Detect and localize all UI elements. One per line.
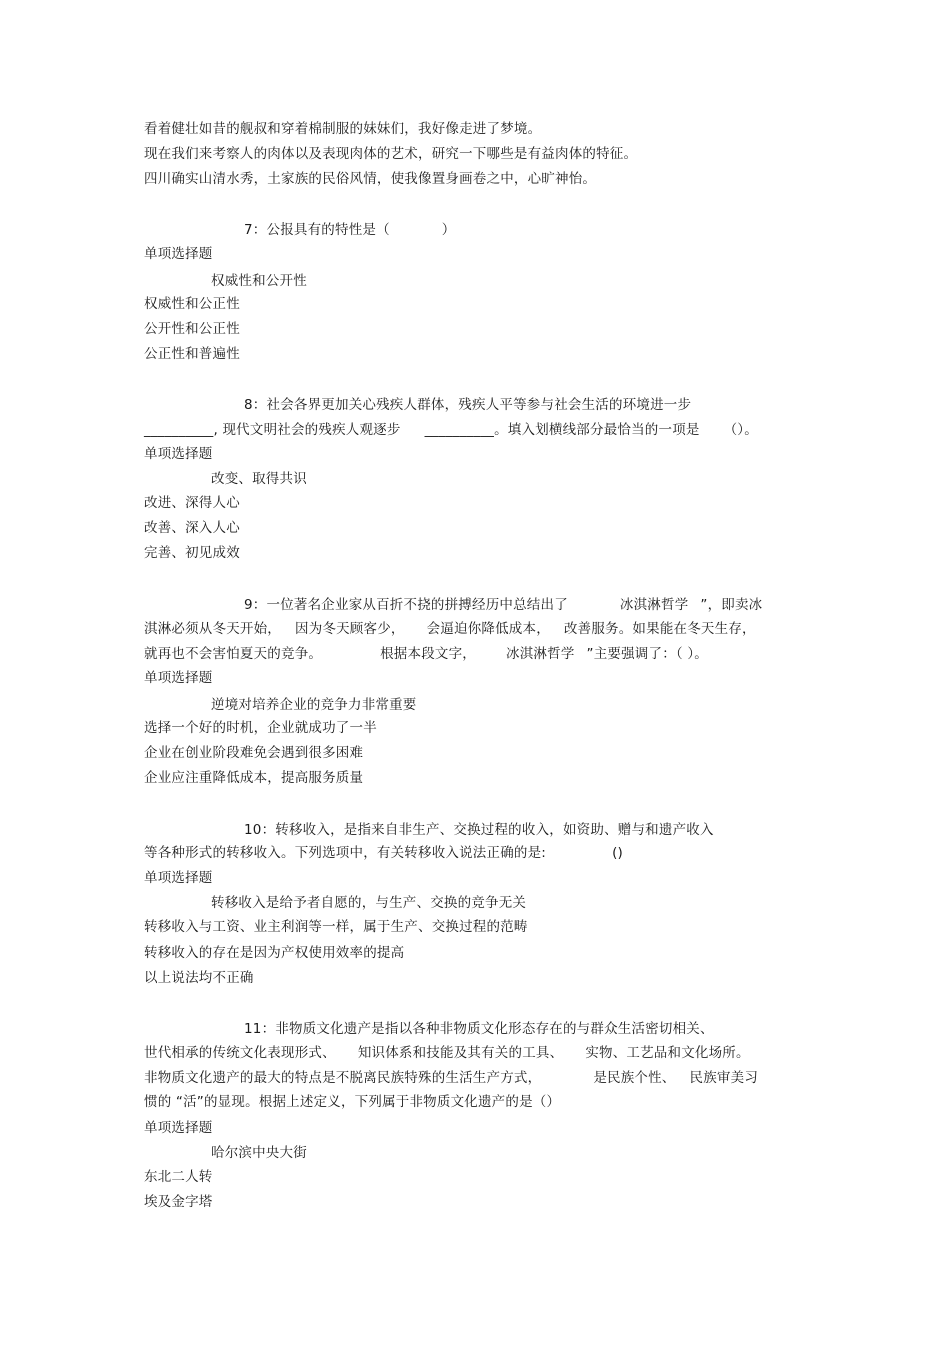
question-10-paren: (): [612, 845, 623, 861]
question-9-text-2d: 改善服务。如果能在冬天生存，: [563, 621, 756, 637]
question-9-text-1b: 冰淇淋哲学: [619, 597, 689, 613]
question-9-text-3d: ”主要强调了：（ ）。: [586, 646, 709, 662]
question-9-text-2a: 淇淋必须从冬天开始，: [144, 621, 281, 637]
question-9-text-3b: 根据本段文字，: [380, 646, 477, 662]
question-11-text-2a: 世代相承的传统文化表现形式、: [144, 1045, 336, 1061]
question-11-option-b: 东北二人转: [144, 1169, 213, 1185]
question-11-text-3b: 是民族个性、: [593, 1070, 676, 1086]
question-11-option-a: 哈尔滨中央大街: [211, 1145, 307, 1161]
question-11-option-c: 埃及金字塔: [144, 1194, 213, 1210]
question-7-option-b: 权威性和公正性: [144, 296, 240, 312]
question-8-option-a: 改变、取得共识: [211, 471, 307, 487]
intro-line-1: 看着健壮如昔的舰叔和穿着棉制服的妹妹们，我好像走进了梦境。: [144, 121, 542, 137]
question-9-text-2c: 会逼迫你降低成本，: [426, 621, 550, 637]
question-7-option-a: 权威性和公开性: [211, 273, 307, 289]
question-10-option-d: 以上说法均不正确: [144, 970, 254, 986]
question-9-type: 单项选择题: [144, 670, 213, 686]
question-9-text-3a: 就再也不会害怕夏天的竞争。: [144, 646, 323, 662]
question-8-option-b: 改进、深得人心: [144, 495, 240, 511]
question-8-blank-2: __________。填入划横线部分最恰当的一项是: [424, 422, 700, 438]
question-9-option-b: 选择一个好的时机，企业就成功了一半: [144, 720, 377, 736]
question-11-stem-2: [144, 1044, 750, 1062]
question-7-option-d: 公正性和普遍性: [144, 346, 240, 362]
question-9-stem-3: [144, 645, 708, 663]
question-8-option-c: 改善、深入人心: [144, 520, 240, 536]
question-10-text-2a: 等各种形式的转移收入。下列选项中，有关转移收入说法正确的是:: [144, 845, 547, 861]
question-8-blank-1: __________, 现代文明社会的残疾人观逐步: [144, 422, 401, 438]
question-9-stem-2: [144, 620, 756, 638]
question-11-text-3a: 非物质文化遗产的最大的特点是不脱离民族特殊的生活生产方式，: [144, 1070, 542, 1086]
question-11-stem-3: [144, 1069, 758, 1087]
question-7-stem: [244, 221, 456, 239]
question-9-text-2b: 因为冬天顾客少，: [295, 621, 405, 637]
question-8-paren: （）。: [723, 422, 758, 438]
question-7-text: 7：公报具有的特性是（: [244, 222, 390, 238]
question-11-text-2c: 实物、工艺品和文化场所。: [585, 1045, 750, 1061]
question-11-text-3c: 民族审美习: [689, 1070, 759, 1086]
question-9-option-a: 逆境对培养企业的竞争力非常重要: [211, 697, 417, 713]
question-9-text-1a: 9：一位著名企业家从百折不挠的拼搏经历中总结出了: [244, 597, 568, 613]
question-11-type: 单项选择题: [144, 1120, 213, 1136]
question-9-option-d: 企业应注重降低成本，提高服务质量: [144, 770, 364, 786]
question-10-option-c: 转移收入的存在是因为产权使用效率的提高: [144, 945, 405, 961]
question-11-stem-1: 11：非物质文化遗产是指以各种非物质文化形态存在的与群众生活密切相关、: [244, 1021, 714, 1037]
intro-line-3: 四川确实山清水秀，土家族的民俗风情，使我像置身画卷之中，心旷神怡。: [144, 171, 597, 187]
intro-line-2: 现在我们来考察人的肉体以及表现肉体的艺术，研究一下哪些是有益肉体的特征。: [144, 146, 638, 162]
question-10-option-b: 转移收入与工资、业主利润等一样，属于生产、交换过程的范畴: [144, 919, 528, 935]
question-8-type: 单项选择题: [144, 446, 213, 462]
question-8-stem-1: 8：社会各界更加关心残疾人群体，残疾人平等参与社会生活的环境进一步: [244, 397, 692, 413]
question-11-stem-4: 惯的 “活”的显现。根据上述定义，下列属于非物质文化遗产的是（）: [144, 1094, 561, 1110]
question-9-option-c: 企业在创业阶段难免会遇到很多困难: [144, 745, 364, 761]
question-10-stem-2: [144, 844, 623, 862]
question-9-text-3c: 冰淇淋哲学: [506, 646, 575, 662]
question-7-close: ）: [441, 222, 456, 238]
question-10-type: 单项选择题: [144, 870, 213, 886]
question-9-stem-1: [244, 596, 762, 614]
question-11-text-2b: 知识体系和技能及其有关的工具、: [357, 1045, 564, 1061]
question-7-type: 单项选择题: [144, 246, 213, 262]
question-9-text-1c: ”，即卖冰: [700, 597, 763, 613]
question-8-stem-2: [144, 421, 758, 439]
question-10-option-a: 转移收入是给予者自愿的，与生产、交换的竞争无关: [211, 895, 527, 911]
question-10-stem-1: 10：转移收入，是指来自非生产、交换过程的收入，如资助、赠与和遗产收入: [244, 822, 714, 838]
question-7-option-c: 公开性和公正性: [144, 321, 240, 337]
question-8-option-d: 完善、初见成效: [144, 545, 240, 561]
